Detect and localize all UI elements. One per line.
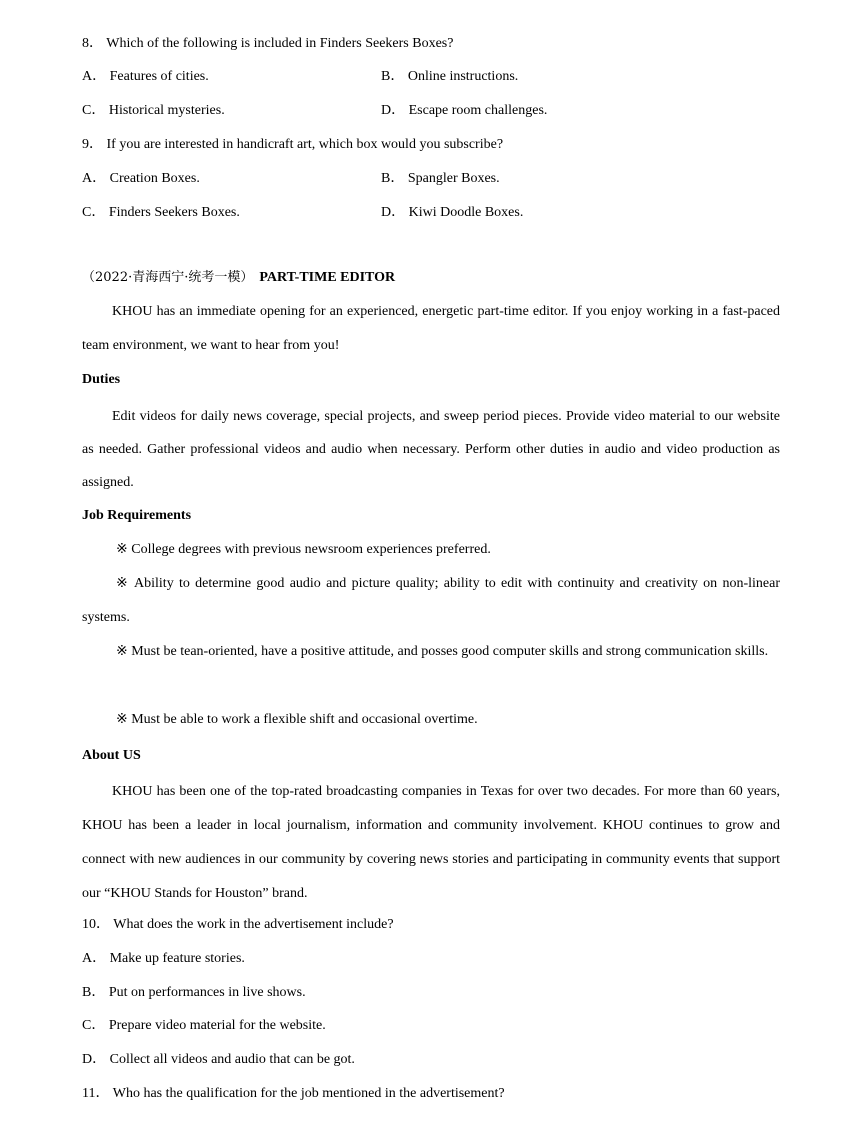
- question-9-option-d: D． Kiwi Doodle Boxes.: [381, 205, 524, 220]
- question-10-stem: 10． What does the work in the advertisement include?: [82, 917, 394, 932]
- question-8-option-d: D． Escape room challenges.: [381, 103, 548, 118]
- duties-heading: Duties: [82, 372, 121, 387]
- passage-heading: [82, 269, 395, 287]
- passage-source: （2022·青海西宁·统考一模）: [82, 270, 254, 285]
- question-8-option-a: A． Features of cities.: [82, 69, 209, 84]
- question-9-option-c: C． Finders Seekers Boxes.: [82, 205, 240, 220]
- about-text: KHOU has been one of the top-rated broadcasting companies in Texas for over two decades. For more than 60 years, KHOU has been a leader in local journalism, information and community involvement. KHOU continues to grow and connect with new audiences in our community by covering news stories and participating in community events that support our “KHOU Stands for Houston” brand.: [82, 784, 780, 901]
- passage-title: PART-TIME EDITOR: [259, 270, 396, 285]
- question-10-option-d: D． Collect all videos and audio that can be got.: [82, 1052, 355, 1067]
- requirement-3: ※ Must be tean-oriented, have a positive attitude, and posses good computer skills and strong communication skills.: [116, 644, 769, 659]
- requirement-1: ※ College degrees with previous newsroom experiences preferred.: [116, 542, 491, 557]
- requirement-2: ※ Ability to determine good audio and picture quality; ability to edit with continuity and creativity on non-linear systems.: [82, 576, 780, 625]
- question-8-option-b: B． Online instructions.: [381, 69, 519, 84]
- question-8-stem: 8． Which of the following is included in Finders Seekers Boxes?: [82, 36, 454, 51]
- question-10-option-c: C． Prepare video material for the website.: [82, 1018, 326, 1033]
- question-10-option-b: B． Put on performances in live shows.: [82, 985, 306, 1000]
- question-9-option-a: A． Creation Boxes.: [82, 171, 200, 186]
- passage-intro: KHOU has an immediate opening for an experienced, energetic part-time editor. If you enjoy working in a fast-paced team environment, we want to hear from you!: [82, 304, 780, 353]
- duties-text: Edit videos for daily news coverage, special projects, and sweep period pieces. Provide video material to our website as needed. Gather professional videos and audio when necessary. Perform other duties in audio and video production as assigned.: [82, 409, 780, 490]
- requirements-heading: Job Requirements: [82, 508, 192, 523]
- question-8-option-c: C． Historical mysteries.: [82, 103, 225, 118]
- about-heading: About US: [82, 748, 141, 763]
- question-11-stem: 11． Who has the qualification for the job mentioned in the advertisement?: [82, 1086, 505, 1101]
- question-10-option-a: A． Make up feature stories.: [82, 951, 245, 966]
- requirement-4: ※ Must be able to work a flexible shift and occasional overtime.: [116, 712, 478, 727]
- question-9-stem: 9． If you are interested in handicraft art, which box would you subscribe?: [82, 137, 504, 152]
- question-9-option-b: B． Spangler Boxes.: [381, 171, 500, 186]
